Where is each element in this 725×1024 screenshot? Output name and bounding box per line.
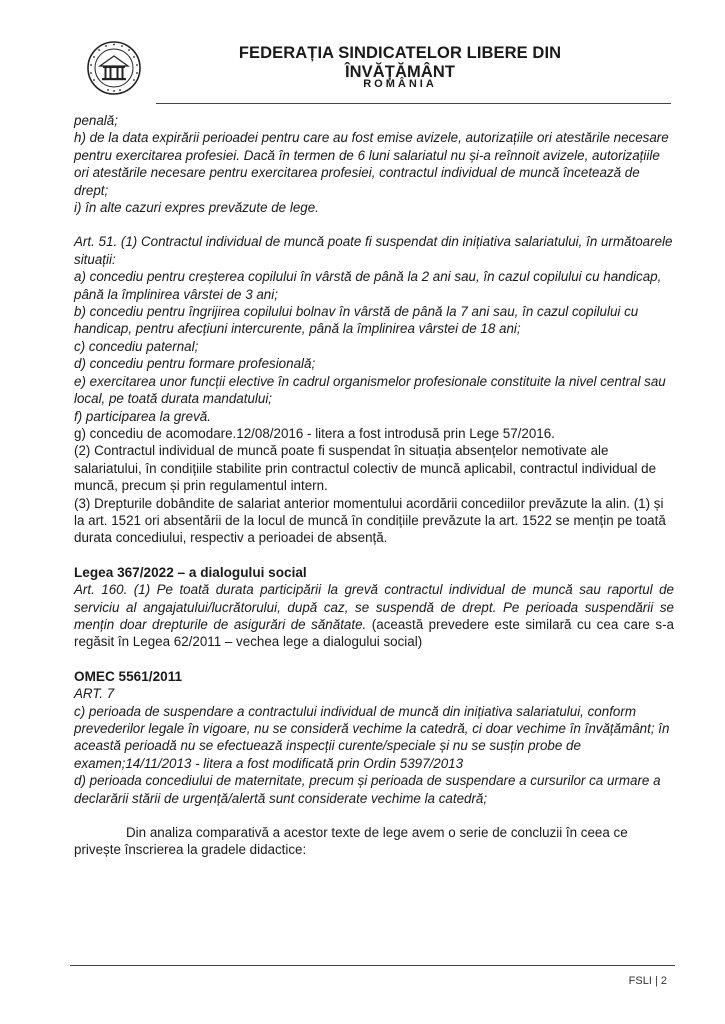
- art51-item-e: e) exercitarea unor funcții elective în cadrul organismelor profesionale constituite la nivel central sau local, pe toată durata mandatului;: [74, 373, 666, 407]
- organization-country: ROMÂNIA: [363, 78, 437, 90]
- page-number: FSLI | 2: [628, 975, 667, 987]
- omec-heading: OMEC 5561/2011: [74, 668, 183, 684]
- fsli-logo: [86, 40, 142, 96]
- art51-paragraph-2: (2) Contractul individual de muncă poate fi suspendat în situația absențelor nemotivate ale salariatului, în condițiile stabilite prin contractul colectiv de muncă aplicabil, contractul individual de muncă, precum și prin regulamentul intern.: [74, 443, 657, 494]
- footer-divider: [70, 965, 675, 966]
- art51-item-a: a) concediu pentru creșterea copilului în vârstă de până la 2 ani sau, în cazul copilului cu handicap, până la împlinirea vârstei de 3 ani;: [74, 269, 662, 302]
- art51-item-b: b) concediu pentru îngrijirea copilului bolnav în vârstă de până la 7 ani sau, în cazul copilului cu handicap, pentru afecțiuni intercurente, până la împlinirea vârstei de 18 ani;: [74, 304, 639, 337]
- art160-note: (această prevedere este similară cu cea care s-a regăsit în Legea 62/2011 – vechea lege a dialogului social): [74, 616, 674, 650]
- lege-heading: Legea 367/2022 – a dialogului social: [74, 564, 307, 580]
- art51-item-f: f) participarea la grevă.: [74, 408, 211, 424]
- paragraph-penala: penală;: [74, 113, 118, 128]
- art160-paragraph: [74, 581, 674, 651]
- art51-item-d: d) concediu pentru formare profesională;: [74, 356, 316, 372]
- omec-item-c: c) perioada de suspendare a contractului individual de muncă din inițiativa salariatului, conform prevederilor legale în vigoare, nu se consideră vechime la catedră, ci doar vechime în învățământ; în această perioadă nu se efectuează inspecții curente/speciale și nu se susțin probe de examen;14/11/2013 - litera a fost modificată prin Ordin 5397/2013: [74, 703, 670, 771]
- art51-item-c: c) concediu paternal;: [74, 338, 199, 354]
- art51-item-g: g) concediu de acomodare.12/08/2016 - litera a fost introdusă prin Lege 57/2016.: [74, 425, 555, 441]
- paragraph-i: i) în alte cazuri expres prevăzute de lege.: [74, 200, 319, 216]
- omec-article: ART. 7: [74, 686, 115, 702]
- art51-paragraph-3: (3) Drepturile dobândite de salariat anterior momentului acordării concediilor prevăzute la alin. (1) și la art. 1521 ori absentării de la locul de muncă în condițiile prevăzute la art. 1522 se mențin pe toată durata concediului, respectiv a perioadei de absență.: [74, 495, 666, 546]
- conclusion-paragraph: Din analiza comparativă a acestor texte de lege avem o serie de concluzii în ceea ce privește înscrierea la gradele didactice:: [74, 825, 628, 858]
- organization-title: FEDERAȚIA SINDICATELOR LIBERE DIN ÎNVĂȚĂMÂNT: [238, 44, 562, 81]
- header-divider: [156, 103, 671, 104]
- document-body: [74, 112, 674, 859]
- art160-text: Art. 160. (1) Pe toată durata participării la grevă contractul individual de muncă sau raportul de serviciu al angajatului/lucrătorului, după caz, se suspendă de drept. Pe perioada suspendării se mențin doar drepturile de asigurări de sănătate.: [74, 582, 674, 632]
- art51-intro: Art. 51. (1) Contractul individual de muncă poate fi suspendat din inițiativa salariatului, în următoarele situații:: [74, 234, 673, 267]
- paragraph-h: h) de la data expirării perioadei pentru care au fost emise avizele, autorizațiile ori atestările necesare pentru exercitarea profesiei. Dacă în termen de 6 luni salariatul nu și-a reînnoit avizele, autorizațiile ori atestările necesare pentru exercitarea profesiei, contractul individual de muncă încetează de drept;: [74, 130, 669, 198]
- omec-item-d: d) perioada concediului de maternitate, precum și perioada de suspendare a cursurilor ca urmare a declarării stării de urgență/alertă sunt considerate vechime la catedră;: [74, 773, 661, 806]
